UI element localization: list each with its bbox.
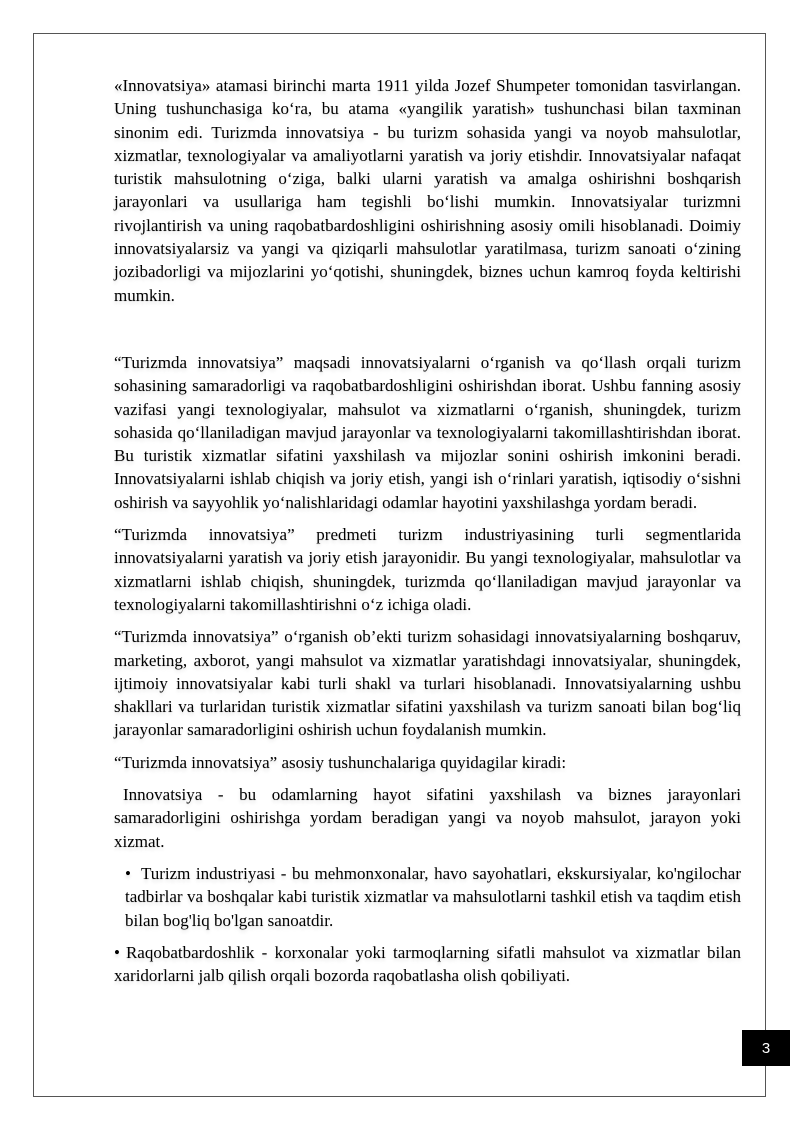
paragraph-key-concepts-intro: “Turizmda innovatsiya” asosiy tushunchalariga quyidagilar kiradi: [114, 752, 567, 772]
concept-innovation: Innovatsiya - bu odamlarning hayot sifatini yaxshilash va biznes jarayonlari samaradorligini oshirishga yordam beradigan yangi va noyob mahsulot, jarayon yoki xizmat. [114, 785, 741, 851]
paragraph-subject: “Turizmda innovatsiya” predmeti turizm industriyasining turli segmentlarida innovatsiyalarni yaratish va joriy etish jarayonidir. Bu yangi texnologiyalar, mahsulotlar va xizmatlarni ishlab chiqish, shuningdek, turizmda qo‘llaniladigan mavjud jarayonlar va texnologiyalarni takomillashtirishni o‘z ichiga oladi. [114, 525, 741, 614]
concept-tourism-industry [114, 862, 741, 932]
concept-tourism-industry-text: Turizm industriyasi - bu mehmonxonalar, havo sayohatlari, ekskursiyalar, ko'ngilochar tadbirlar va boshqalar kabi turistik xizmatlar va mahsulotlarni tashkil etish va taqdim etish bilan bog'liq bo'lgan sanoatdir. [125, 863, 741, 930]
bullet-icon: • [114, 942, 120, 962]
document-body [114, 74, 741, 987]
page-number-badge: 3 [742, 1030, 790, 1066]
concept-competitiveness-text: Raqobatbardoshlik - korxonalar yoki tarmoqlarning sifatli mahsulot va xizmatlar bilan xaridorlarni jalb qilish orqali bozorda raqobatlasha olish qobiliyati. [114, 942, 741, 986]
paragraph-object: “Turizmda innovatsiya” o‘rganish ob’ekti turizm sohasidagi innovatsiyalarning boshqaruv, marketing, axborot, yangi mahsulot va xizmatlar yaratishdagi innovatsiyalar, shuningdek, ijtimoiy innovatsiyalar kabi turli shakl va turlari hisoblanadi. Innovatsiyalarning ushbu shakllari va turlaridan turistik xizmatlar sifatini yaxshilash va turizm sanoati bilan bog‘liq jarayonlar samaradorligini oshirish uchun foydalanish mumkin. [114, 627, 741, 740]
bullet-icon: • [125, 863, 131, 883]
paragraph-innovation-definition: «Innovatsiya» atamasi birinchi marta 1911 yilda Jozef Shumpeter tomonidan tasvirlangan. Uning tushunchasiga ko‘ra, bu atama «yangilik yaratish» tushunchasi bilan taxminan sinonim edi. Turizmda innovatsiya - bu turizm sohasida yangi va noyob mahsulotlar, xizmatlar, texnologiyalar va amaliyotlarni yaratish va joriy etishdir. Innovatsiyalar nafaqat turistik mahsulotning o‘ziga, balki ularni yaratish va amalga oshirishni boshqarish jarayonlari va usullariga ham tegishli bo‘lishi mumkin. Innovatsiyalar turizmni rivojlantirish va uning raqobatbardoshligini oshirishning asosiy omili hisoblanadi. Doimiy innovatsiyalarsiz va yangi va qiziqarli mahsulotlar yaratilmasa, turizm sanoati o‘zining jozibadorligi va mijozlarini yo‘qotishi, shuningdek, biznes uchun kamroq foyda keltirishi mumkin. [114, 76, 741, 305]
paragraph-goal: “Turizmda innovatsiya” maqsadi innovatsiyalarni o‘rganish va qo‘llash orqali turizm sohasining samaradorligi va raqobatbardoshligini oshirishdan iborat. Ushbu fanning asosiy vazifasi yangi texnologiyalar, mahsulot va xizmatlarni o‘rganish, shuningdek, turizm sohasida qo‘llaniladigan mavjud jarayonlar va texnologiyalarni takomillashtirishdan iborat. Bu turistik xizmatlar sifatini yaxshilash va mijozlar sonini oshirish imkonini beradi. Innovatsiyalarni ishlab chiqish va joriy etish, yangi ish o‘rinlari yaratish, iqtisodiy o‘sishni oshirish va sayyohlik yo‘nalishlaridagi odamlar hayotini yaxshilashga yordam beradi. [114, 352, 741, 512]
concept-competitiveness [114, 941, 741, 988]
